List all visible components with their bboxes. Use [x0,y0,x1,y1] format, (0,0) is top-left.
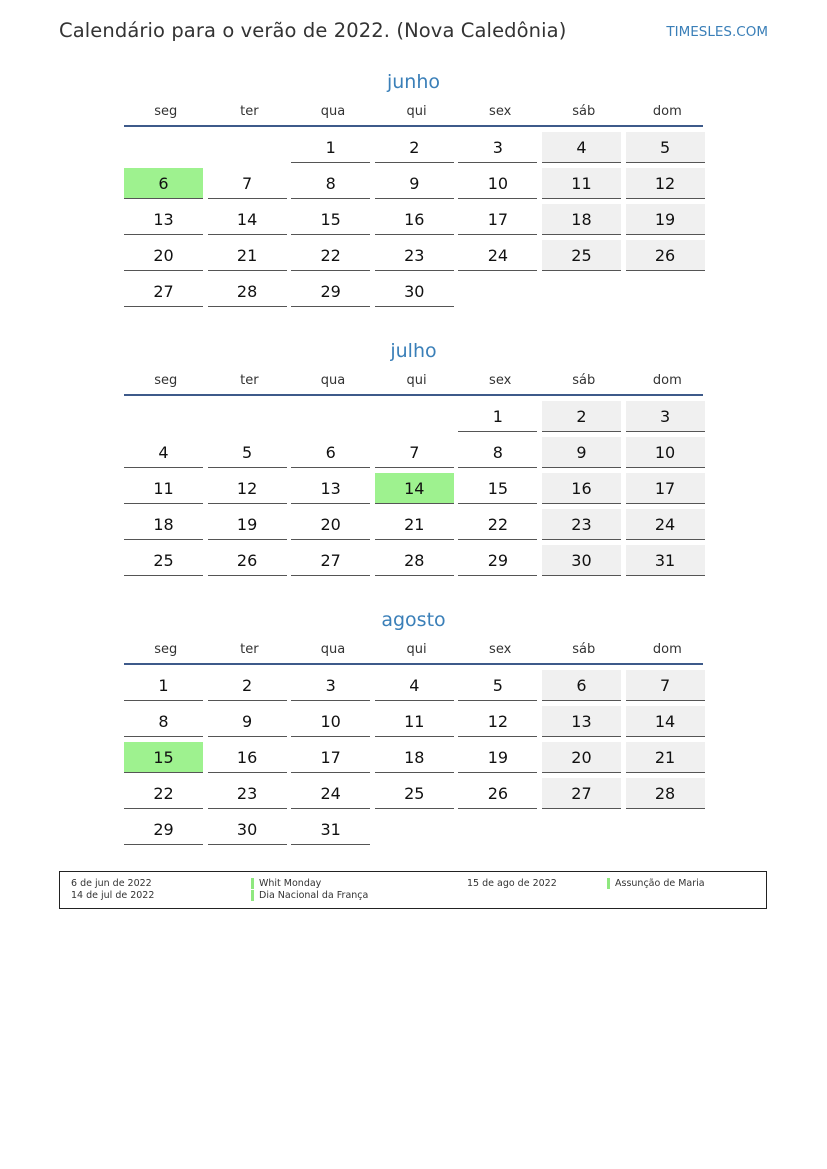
holiday-day-cell[interactable]: 14 [375,473,454,504]
day-cell[interactable]: 12 [208,473,287,504]
weekday-label: qui [406,642,427,657]
weeks-grid [124,401,703,581]
day-cell[interactable]: 10 [458,168,537,199]
day-cell[interactable]: 27 [291,545,370,576]
day-cell[interactable]: 12 [626,168,705,199]
day-cell[interactable]: 14 [626,706,705,737]
day-cell[interactable]: 3 [458,132,537,163]
week-row [124,276,703,312]
weekday-label: dom [652,642,682,657]
day-cell[interactable]: 22 [291,240,370,271]
day-cell[interactable]: 30 [542,545,621,576]
weekday-label: seg [154,104,178,119]
day-cell[interactable]: 29 [124,814,203,845]
day-cell[interactable]: 18 [124,509,203,540]
day-cell[interactable]: 13 [542,706,621,737]
day-cell[interactable]: 29 [458,545,537,576]
day-cell[interactable]: 7 [208,168,287,199]
day-cell[interactable]: 28 [626,778,705,809]
day-cell[interactable]: 1 [291,132,370,163]
weekday-header [124,370,703,396]
page-title: Calendário para o verão de 2022. (Nova Caledônia) [59,19,567,42]
month-july [124,336,703,581]
empty-day-cell [626,276,705,307]
weeks-grid [124,670,703,850]
holiday-day-cell[interactable]: 6 [124,168,203,199]
weekday-label: ter [240,373,259,388]
day-cell[interactable]: 1 [124,670,203,701]
day-cell[interactable]: 30 [208,814,287,845]
week-row [124,814,703,850]
weekday-label: seg [154,373,178,388]
day-cell[interactable]: 6 [542,670,621,701]
weekday-header [124,101,703,127]
legend-holiday-name: Whit Monday [259,878,322,889]
day-cell[interactable]: 8 [124,706,203,737]
day-cell[interactable]: 3 [291,670,370,701]
weekday-label: sáb [572,373,596,388]
day-cell[interactable]: 3 [626,401,705,432]
day-cell[interactable]: 13 [124,204,203,235]
empty-day-cell [542,276,621,307]
empty-day-cell [208,132,287,163]
weekday-label: qui [406,373,427,388]
week-row [124,778,703,814]
empty-day-cell [124,132,203,163]
weekday-label: sáb [572,104,596,119]
weekday-label: qui [406,104,427,119]
week-row [124,670,703,706]
empty-day-cell [124,401,203,432]
day-cell[interactable]: 16 [375,204,454,235]
day-cell[interactable]: 24 [626,509,705,540]
day-cell[interactable]: 25 [124,545,203,576]
day-cell[interactable]: 19 [458,742,537,773]
legend-date: 15 de ago de 2022 [467,878,557,889]
weekday-label: sex [489,373,512,388]
day-cell[interactable]: 27 [542,778,621,809]
legend-date: 14 de jul de 2022 [71,890,155,901]
day-cell[interactable]: 4 [124,437,203,468]
day-cell[interactable]: 9 [375,168,454,199]
day-cell[interactable]: 23 [208,778,287,809]
weekday-label: dom [652,373,682,388]
legend-date: 6 de jun de 2022 [71,878,152,889]
day-cell[interactable]: 21 [208,240,287,271]
day-cell[interactable]: 26 [208,545,287,576]
holiday-day-cell[interactable]: 15 [124,742,203,773]
week-row [124,401,703,437]
week-row [124,545,703,581]
weekday-label: sáb [572,642,596,657]
day-cell[interactable]: 15 [458,473,537,504]
day-cell[interactable]: 8 [458,437,537,468]
weekday-label: seg [154,642,178,657]
day-cell[interactable]: 23 [542,509,621,540]
day-cell[interactable]: 29 [291,276,370,307]
day-cell[interactable]: 13 [291,473,370,504]
day-cell[interactable]: 4 [375,670,454,701]
weeks-grid [124,132,703,312]
holiday-marker-icon [607,878,610,889]
weekday-header [124,639,703,665]
empty-day-cell [542,814,621,845]
day-cell[interactable]: 10 [291,706,370,737]
empty-day-cell [375,814,454,845]
weekday-label: sex [489,104,512,119]
day-cell[interactable]: 22 [458,509,537,540]
empty-day-cell [291,401,370,432]
holiday-marker-icon [251,890,254,901]
day-cell[interactable]: 17 [458,204,537,235]
day-cell[interactable]: 5 [458,670,537,701]
day-cell[interactable]: 18 [375,742,454,773]
day-cell[interactable]: 25 [375,778,454,809]
day-cell[interactable]: 11 [375,706,454,737]
day-cell[interactable]: 30 [375,276,454,307]
day-cell[interactable]: 11 [124,473,203,504]
holiday-marker-icon [251,878,254,889]
empty-day-cell [208,401,287,432]
day-cell[interactable]: 19 [208,509,287,540]
month-name: julho [390,340,437,362]
day-cell[interactable]: 6 [291,437,370,468]
day-cell[interactable]: 28 [208,276,287,307]
day-cell[interactable]: 20 [291,509,370,540]
month-name: agosto [381,609,446,631]
day-cell[interactable]: 15 [291,204,370,235]
empty-day-cell [626,814,705,845]
day-cell[interactable]: 20 [542,742,621,773]
day-cell[interactable]: 7 [375,437,454,468]
week-row [124,168,703,204]
weekday-label: ter [240,642,259,657]
day-cell[interactable]: 21 [375,509,454,540]
day-cell[interactable]: 2 [208,670,287,701]
weekday-label: sex [489,642,512,657]
legend-holiday-name: Dia Nacional da França [259,890,369,901]
day-cell[interactable]: 21 [626,742,705,773]
weekday-label: qua [320,104,346,119]
day-cell[interactable]: 23 [375,240,454,271]
day-cell[interactable]: 24 [458,240,537,271]
holiday-legend [59,871,767,909]
day-cell[interactable]: 8 [291,168,370,199]
week-row [124,706,703,742]
empty-day-cell [375,401,454,432]
day-cell[interactable]: 27 [124,276,203,307]
day-cell[interactable]: 25 [542,240,621,271]
weekday-label: qua [320,642,346,657]
month-name: junho [386,71,441,93]
day-cell[interactable]: 7 [626,670,705,701]
day-cell[interactable]: 2 [375,132,454,163]
day-cell[interactable]: 26 [458,778,537,809]
day-cell[interactable]: 12 [458,706,537,737]
month-august [124,605,703,850]
day-cell[interactable]: 5 [208,437,287,468]
day-cell[interactable]: 11 [542,168,621,199]
week-row [124,204,703,240]
day-cell[interactable]: 10 [626,437,705,468]
day-cell[interactable]: 17 [291,742,370,773]
day-cell[interactable]: 5 [626,132,705,163]
day-cell[interactable]: 24 [291,778,370,809]
empty-day-cell [458,276,537,307]
day-cell[interactable]: 20 [124,240,203,271]
day-cell[interactable]: 31 [291,814,370,845]
week-row [124,473,703,509]
day-cell[interactable]: 9 [542,437,621,468]
day-cell[interactable]: 1 [458,401,537,432]
day-cell[interactable]: 16 [542,473,621,504]
day-cell[interactable]: 18 [542,204,621,235]
brand-link[interactable]: TIMESLES.COM [666,24,768,40]
month-june [124,67,703,312]
weekday-label: ter [240,104,259,119]
week-row [124,132,703,168]
day-cell[interactable]: 31 [626,545,705,576]
day-cell[interactable]: 26 [626,240,705,271]
day-cell[interactable]: 22 [124,778,203,809]
week-row [124,742,703,778]
weekday-label: qua [320,373,346,388]
legend-holiday-name: Assunção de Maria [615,878,705,889]
day-cell[interactable]: 17 [626,473,705,504]
day-cell[interactable]: 16 [208,742,287,773]
day-cell[interactable]: 14 [208,204,287,235]
day-cell[interactable]: 28 [375,545,454,576]
day-cell[interactable]: 9 [208,706,287,737]
day-cell[interactable]: 4 [542,132,621,163]
day-cell[interactable]: 19 [626,204,705,235]
weekday-label: dom [652,104,682,119]
week-row [124,437,703,473]
week-row [124,509,703,545]
day-cell[interactable]: 2 [542,401,621,432]
empty-day-cell [458,814,537,845]
week-row [124,240,703,276]
